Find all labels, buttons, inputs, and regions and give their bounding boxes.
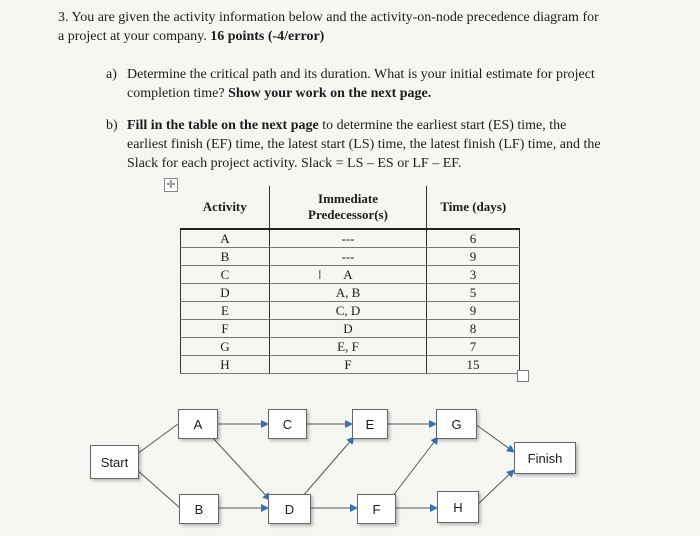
- cell-time: 7: [427, 338, 520, 356]
- cell-activity: A: [181, 229, 270, 248]
- part-b-instruction: Fill in the table on the next page: [127, 118, 319, 133]
- edge-start-b: [137, 470, 180, 508]
- header-time: Time (days): [427, 186, 520, 229]
- cell-time: 9: [427, 248, 520, 266]
- edge-g-finish: [475, 424, 514, 452]
- cell-pred: ---: [270, 248, 427, 266]
- part-a-line-1: Determine the critical path and its duration. What is your initial estimate for project: [127, 67, 595, 82]
- table-move-handle-icon[interactable]: ✛: [164, 178, 178, 192]
- cell-activity: G: [181, 338, 270, 356]
- node-b[interactable]: [179, 494, 219, 524]
- cell-time: 15: [427, 356, 520, 374]
- node-h-label: H: [453, 499, 463, 515]
- node-g-label: G: [451, 416, 462, 432]
- question-text: a project at your company.: [58, 29, 211, 44]
- header-pred-line2: Predecessor(s): [308, 207, 388, 222]
- cell-pred: E, F: [270, 338, 427, 356]
- edge-start-a: [137, 424, 178, 454]
- cell-activity: D: [181, 284, 270, 302]
- cell-activity: H: [181, 356, 270, 374]
- edge-d-e: [302, 437, 354, 497]
- part-a-instruction: Show your work on the next page.: [228, 86, 432, 101]
- node-f[interactable]: [357, 494, 396, 524]
- cell-pred: ---: [270, 229, 427, 248]
- cell-time: 8: [427, 320, 520, 338]
- cell-activity: E: [181, 302, 270, 320]
- cell-pred: A, B: [270, 284, 427, 302]
- cell-activity: B: [181, 248, 270, 266]
- part-b-text: to determine the earliest start (ES) time, the: [318, 118, 567, 133]
- edge-h-finish: [477, 470, 514, 505]
- node-d-label: D: [284, 501, 295, 517]
- node-c[interactable]: [268, 409, 307, 439]
- part-b-line-3: Slack for each project activity. Slack = LS – ES or LF – EF.: [127, 156, 462, 171]
- node-start[interactable]: [90, 445, 139, 479]
- node-a-label: A: [193, 416, 203, 432]
- cell-time: 5: [427, 284, 520, 302]
- node-g[interactable]: [436, 409, 477, 439]
- node-start-label: Start: [100, 454, 129, 470]
- node-e-label: E: [365, 416, 375, 432]
- edge-f-g: [392, 437, 438, 497]
- node-b-label: B: [194, 501, 204, 517]
- node-finish-label: Finish: [527, 450, 563, 466]
- text-cursor-icon: I: [318, 268, 322, 282]
- node-a[interactable]: [178, 409, 218, 439]
- question-line-1: 3. You are given the activity information below and the activity-on-node precedence diagram for: [58, 10, 599, 25]
- part-a-label: a): [106, 67, 117, 82]
- cell-activity: C: [181, 266, 270, 284]
- cell-time: 9: [427, 302, 520, 320]
- cell-pred: D: [270, 320, 427, 338]
- part-b-line-2: earliest finish (EF) time, the latest start (LS) time, the latest finish (LF) time, and the: [127, 137, 601, 152]
- cell-time: 3: [427, 266, 520, 284]
- part-a-question: completion time?: [127, 86, 229, 101]
- node-e[interactable]: [352, 409, 388, 439]
- part-b-label: b): [106, 118, 118, 133]
- node-d[interactable]: [268, 494, 311, 524]
- cell-pred: A: [270, 266, 427, 284]
- cell-pred: C, D: [270, 302, 427, 320]
- points-label: 16 points (-4/error): [210, 29, 325, 44]
- cell-activity: F: [181, 320, 270, 338]
- node-f-label: F: [372, 501, 381, 517]
- header-activity: Activity: [181, 186, 270, 229]
- cell-pred: F: [270, 356, 427, 374]
- edge-a-d: [212, 437, 270, 500]
- header-pred-line1: Immediate: [318, 191, 378, 206]
- cell-time: 6: [427, 229, 520, 248]
- node-h[interactable]: [437, 491, 479, 523]
- node-finish[interactable]: [514, 442, 576, 474]
- node-c-label: C: [282, 416, 293, 432]
